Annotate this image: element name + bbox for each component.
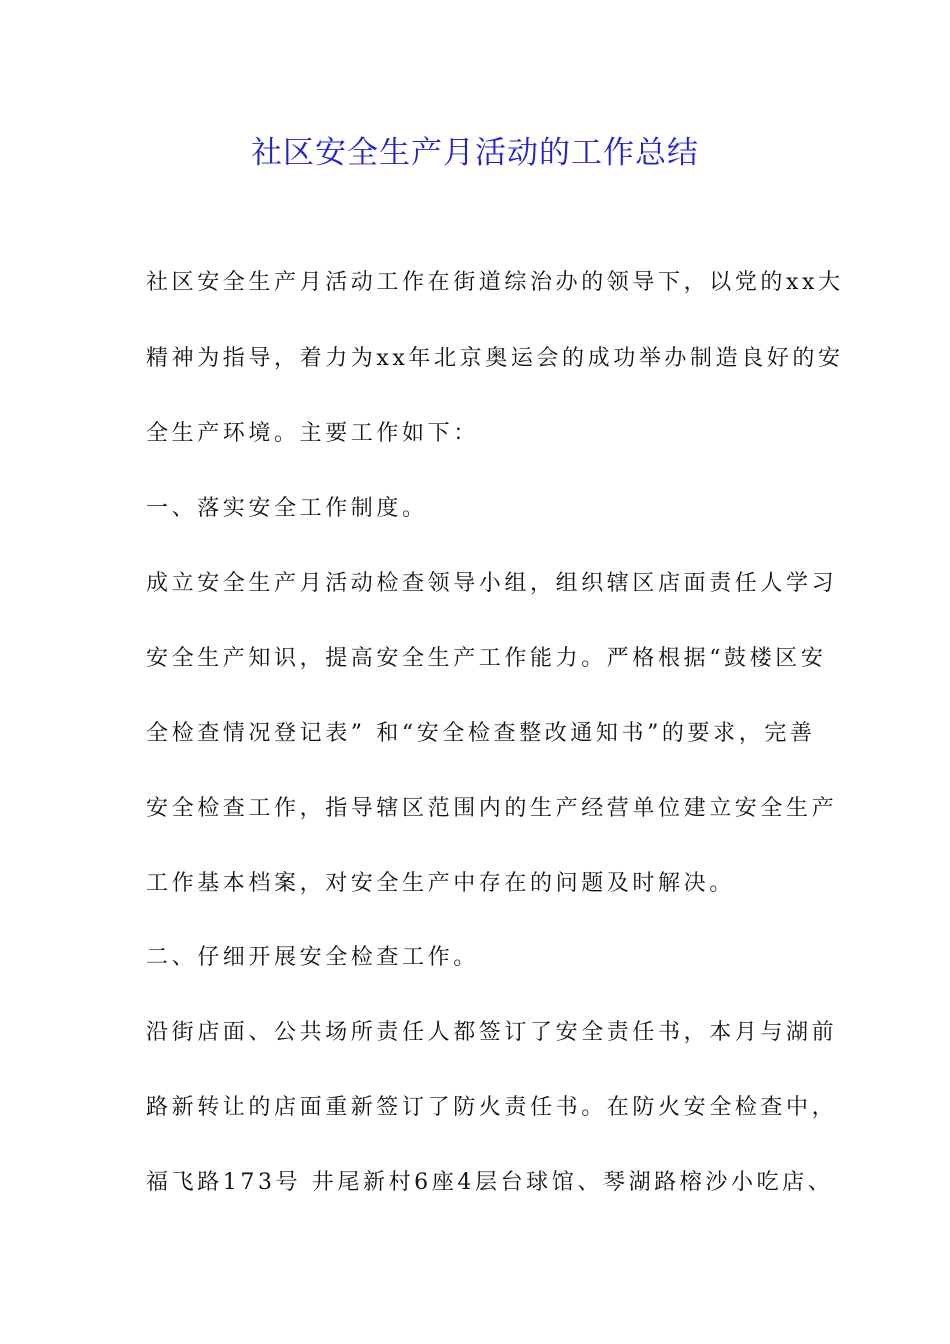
body-line-11: 沿街店面、公共场所责任人都签订了安全责任书，本月与湖前 <box>146 1020 838 1045</box>
body-line-13: 福飞路173号 井尾新村6座4层台球馆、琴湖路榕沙小吃店、 <box>146 1170 834 1195</box>
body-line-5: 成立安全生产月活动检查领导小组，组织辖区店面责任人学习 <box>146 571 838 596</box>
body-line-1: 社区安全生产月活动工作在街道综治办的领导下，以党的xx大 <box>146 270 844 295</box>
body-line-8: 安全检查工作，指导辖区范围内的生产经营单位建立安全生产 <box>146 796 838 821</box>
section-heading-2: 二、仔细开展安全检查工作。 <box>146 945 479 970</box>
document-title: 社区安全生产月活动的工作总结 <box>251 135 699 171</box>
body-line-2: 精神为指导，着力为xx年北京奥运会的成功举办制造良好的安 <box>146 346 844 371</box>
body-line-7: 全检查情况登记表” 和“安全检查整改通知书”的要求，完善 <box>146 721 816 746</box>
section-heading-1: 一、落实安全工作制度。 <box>146 496 428 521</box>
body-line-6: 安全生产知识，提高安全生产工作能力。严格根据“鼓楼区安 <box>146 646 827 671</box>
body-line-12: 路新转让的店面重新签订了防火责任书。在防火安全检查中， <box>146 1095 838 1120</box>
body-line-3: 全生产环境。主要工作如下： <box>146 421 479 446</box>
body-line-9: 工作基本档案，对安全生产中存在的问题及时解决。 <box>146 871 735 896</box>
